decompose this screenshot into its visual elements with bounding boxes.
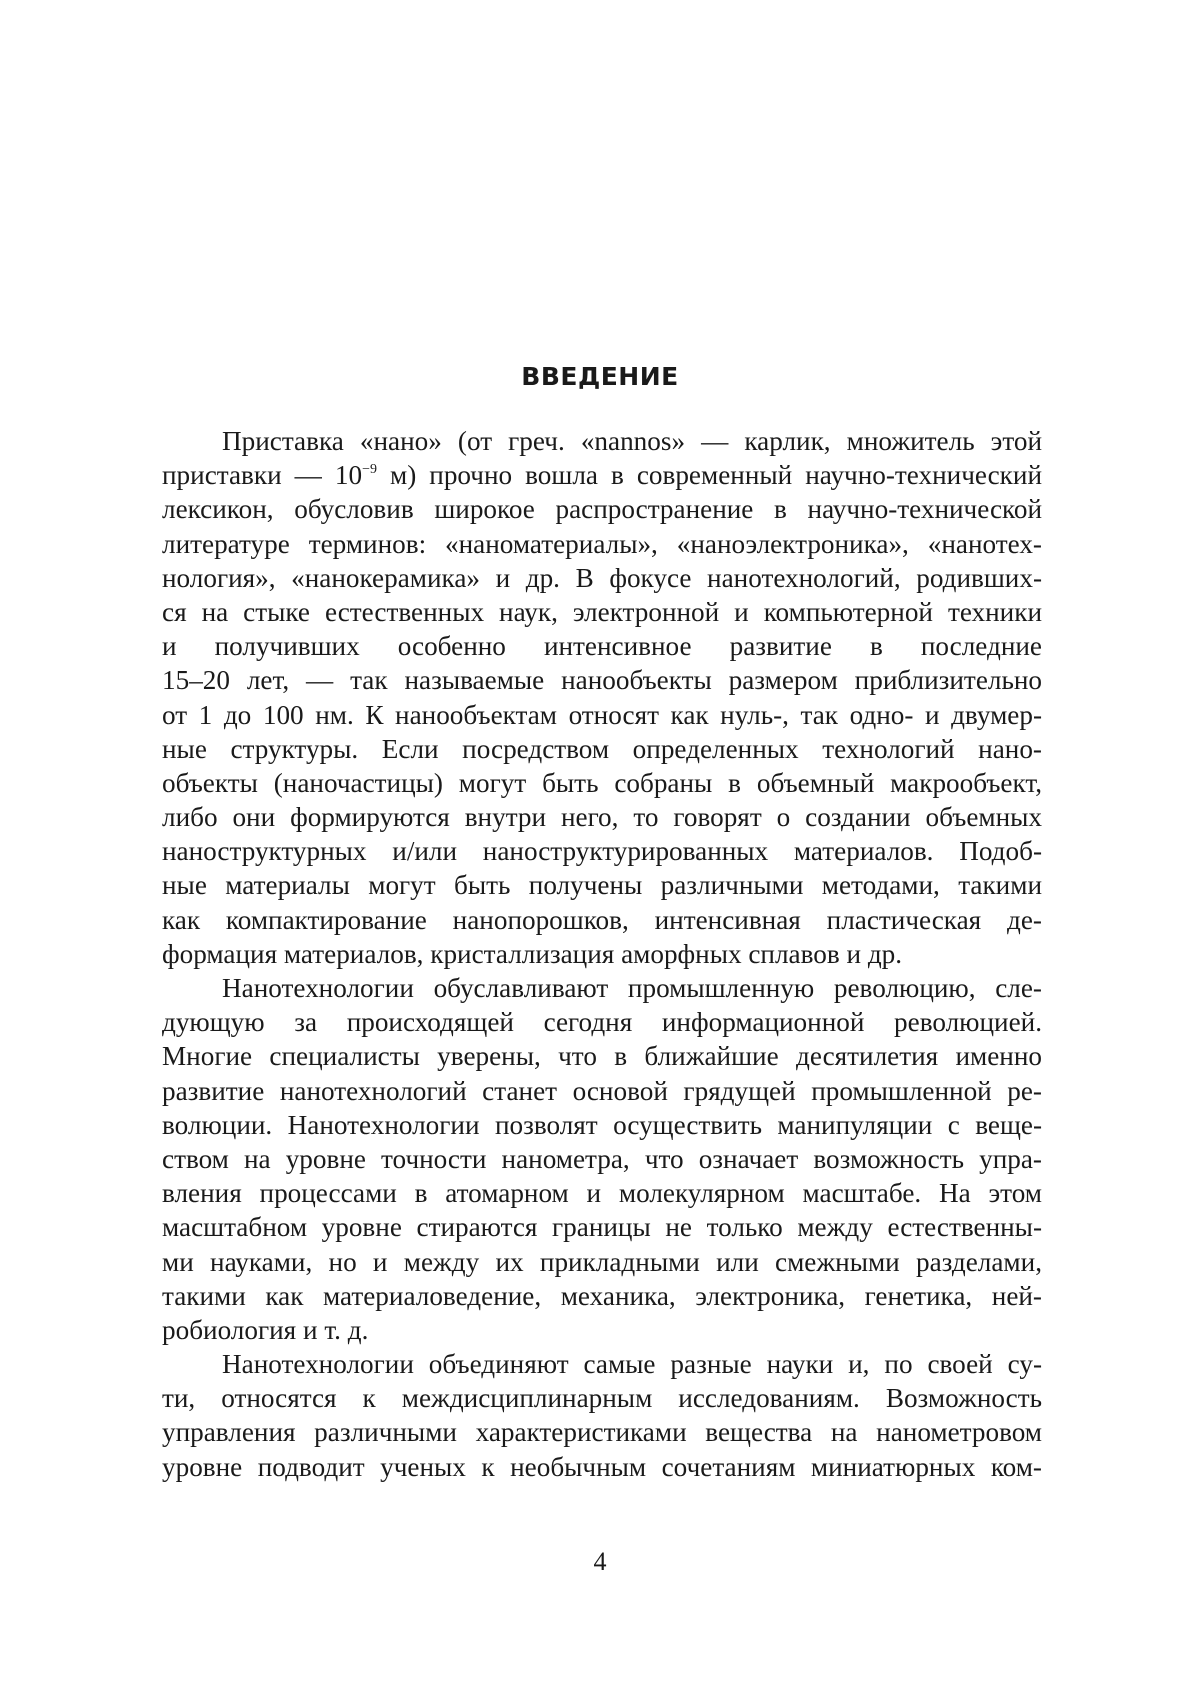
text-line: 15–20 лет, — так называемые нанообъекты размером приблизительно: [162, 665, 1042, 696]
text-line: формация материалов, кристаллизация аморфных сплавов и др.: [162, 938, 903, 969]
text-line-part: приставки — 10: [162, 460, 363, 491]
text-line: нология», «нанокерамика» и др. В фокусе нанотехнологий, родивших-: [162, 562, 1042, 593]
text-line: литературе терминов: «наноматериалы», «наноэлектроника», «нанотех-: [162, 528, 1042, 559]
text-line: такими как материаловедение, механика, электроника, генетика, ней-: [162, 1280, 1042, 1311]
text-line: уровне подводит ученых к необычным сочетаниям миниатюрных ком-: [162, 1451, 1042, 1482]
text-line: ся на стыке естественных наук, электронной и компьютерной техники: [162, 596, 1042, 627]
text-line: ти, относятся к междисциплинарным исследованиям. Возможность: [162, 1383, 1042, 1414]
text-line: ми науками, но и между их прикладными или смежными разделами,: [162, 1246, 1042, 1277]
page-number: 4: [593, 1547, 607, 1576]
section-heading: ВВЕДЕНИЕ: [521, 362, 679, 391]
text-line: как компактирование нанопорошков, интенсивная пластическая де-: [162, 904, 1042, 935]
text-line: масштабном уровне стираются границы не только между естественны-: [162, 1212, 1042, 1243]
text-line: лексикон, обусловив широкое распространение в научно-технической: [162, 494, 1042, 525]
text-line: объекты (наночастицы) могут быть собраны в объемный макрообъект,: [162, 767, 1042, 798]
text-line: [162, 458, 1042, 492]
exponent: −9: [362, 462, 377, 478]
text-line: ные материалы могут быть получены различными методами, такими: [162, 870, 1042, 901]
text-line: управления различными характеристиками вещества на нанометровом: [162, 1417, 1042, 1448]
text-line: наноструктурных и/или наноструктурированных материалов. Подоб-: [162, 836, 1042, 867]
text-line: дующую за происходящей сегодня информационной революцией.: [162, 1007, 1042, 1038]
text-line: и получивших особенно интенсивное развитие в последние: [162, 631, 1042, 662]
text-line: Многие специалисты уверены, что в ближайшие десятилетия именно: [162, 1041, 1042, 1072]
text-line: робиология и т. д.: [162, 1314, 369, 1345]
text-line: волюции. Нанотехнологии позволят осуществить манипуляции с веще-: [162, 1109, 1042, 1140]
text-line: от 1 до 100 нм. К нанообъектам относят как нуль-, так одно- и двумер-: [162, 699, 1042, 730]
text-line: ные структуры. Если посредством определенных технологий нано-: [162, 733, 1042, 764]
body-text: [162, 424, 1042, 1484]
text-line: Нанотехнологии обуславливают промышленную революцию, сле-: [222, 973, 1042, 1003]
text-line: Приставка «нано» (от греч. «nannos» — карлик, множитель этой: [222, 426, 1042, 456]
text-line: вления процессами в атомарном и молекулярном масштабе. На этом: [162, 1178, 1042, 1209]
text-line: Нанотехнологии объединяют самые разные науки и, по своей су-: [222, 1349, 1042, 1380]
text-line-part: м) прочно вошла в современный научно-технический: [376, 460, 1042, 491]
text-line: ством на уровне точности нанометра, что означает возможность упра-: [162, 1143, 1042, 1174]
text-line: либо они формируются внутри него, то говорят о создании объемных: [162, 802, 1042, 833]
text-line: развитие нанотехнологий станет основой грядущей промышленной ре-: [162, 1075, 1042, 1106]
